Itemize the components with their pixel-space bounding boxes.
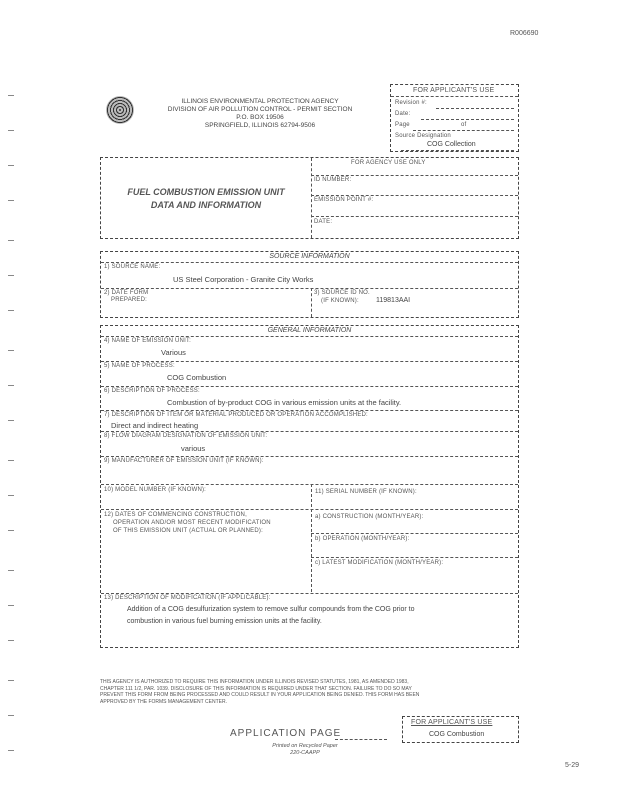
process-description-value[interactable]: Combustion of by-product COG in various emission units at the facility.	[167, 398, 402, 407]
process-description-label: 6) DESCRIPTION OF PROCESS:	[104, 388, 200, 394]
form-number: 220-CAAPP	[290, 750, 320, 756]
of-label: of	[461, 122, 467, 128]
flow-diagram-value[interactable]: various	[181, 444, 206, 453]
form-title-line1: FUEL COMBUSTION EMISSION UNIT	[127, 187, 285, 197]
application-page-label: APPLICATION PAGE	[230, 728, 342, 739]
emission-unit-name-label: 4) NAME OF EMISSION UNIT:	[104, 338, 192, 344]
general-information-section	[100, 325, 519, 648]
model-number-label: 10) MODEL NUMBER (IF KNOWN):	[104, 487, 207, 493]
emission-unit-name-value[interactable]: Various	[161, 348, 186, 357]
manufacturer-label: 9) MANUFACTURER OF EMISSION UNIT (IF KNOWN):	[104, 458, 264, 464]
operation-date-label: b) OPERATION (MONTH/YEAR):	[315, 536, 410, 542]
modification-description-line2[interactable]: combustion in various fuel burning emission units at the facility.	[127, 618, 322, 625]
source-designation-value[interactable]: COG Collection	[427, 141, 476, 148]
legal-notice	[100, 679, 419, 705]
agency-date-label: DATE:	[314, 219, 333, 225]
dates-label-1: 12) DATES OF COMMENCING CONSTRUCTION,	[104, 512, 247, 518]
flow-diagram-label: 8) FLOW DIAGRAM DESIGNATION OF EMISSION UNIT:	[104, 433, 268, 439]
source-id-value[interactable]: 119813AAI	[376, 297, 411, 304]
notice-line2: CHAPTER 111 1/2, PAR. 1039. DISCLOSURE OF THIS INFORMATION IS REQUIRED UNDER THAT SECTION. FAILURE TO DO SO MAY	[100, 685, 412, 692]
date-prepared-label: PREPARED:	[111, 297, 148, 303]
process-name-value[interactable]: COG Combustion	[167, 373, 227, 382]
modification-date-label: c) LATEST MODIFICATION (MONTH/YEAR):	[315, 560, 444, 566]
notice-line4: APPROVED BY THE FORMS MANAGEMENT CENTER.	[100, 698, 227, 705]
agency-po-box: P.O. BOX 19506	[236, 114, 284, 121]
date-label: Date:	[395, 111, 411, 117]
notice-line3: PREVENT THIS FORM FROM BEING PROCESSED AND COULD RESULT IN YOUR APPLICATION BEING DENIED. THIS FORM HAS BEEN	[100, 692, 420, 698]
modification-description-line1[interactable]: Addition of a COG desulfurization system to remove sulfur compounds from the COG prior to	[127, 606, 415, 613]
recycled-paper-note: Printed on Recycled Paper	[272, 743, 338, 749]
emission-point-label: EMISSION POINT #:	[314, 197, 374, 203]
source-name-value[interactable]: US Steel Corporation - Granite City Works	[173, 275, 314, 284]
agency-city: SPRINGFIELD, ILLINOIS 62794-9506	[204, 122, 316, 129]
notice-line1: THIS AGENCY IS AUTHORIZED TO REQUIRE THIS INFORMATION UNDER ILLINOIS REVISED STATUTES, 1981, AS AMENDED 1983,	[100, 679, 409, 685]
item-produced-label: 7) DESCRIPTION OF ITEM OR MATERIAL PRODUCED OR OPERATION ACCOMPLISHED:	[104, 412, 368, 418]
applicant-box-title: FOR APPLICANT'S USE	[413, 87, 495, 94]
agency-seal-icon	[106, 96, 134, 124]
source-information-section	[100, 251, 519, 318]
agency-header	[140, 98, 380, 130]
printed-note	[265, 743, 345, 757]
date-form-label: 2) DATE FORM	[104, 290, 149, 296]
applicant-use-box	[390, 84, 519, 152]
source-designation-label: Source Designation	[395, 133, 451, 139]
construction-date-label: a) CONSTRUCTION (MONTH/YEAR):	[315, 514, 424, 520]
dates-label-3: OF THIS EMISSION UNIT (ACTUAL OR PLANNED):	[113, 528, 263, 534]
agency-use-title: FOR AGENCY USE ONLY	[351, 160, 426, 166]
page-number: 5-29	[565, 762, 580, 769]
document-id: R006690	[510, 30, 539, 37]
revision-label: Revision #:	[395, 100, 427, 106]
page-label: Page	[395, 122, 410, 128]
modification-description-label: 13) DESCRIPTION OF MODIFICATION (IF APPLICABLE):	[104, 595, 271, 601]
source-information-title: SOURCE INFORMATION	[269, 253, 350, 260]
source-id-label: 3) SOURCE ID NO.	[314, 290, 370, 296]
process-name-label: 5) NAME OF PROCESS:	[104, 363, 175, 369]
dates-label-2: OPERATION AND/OR MOST RECENT MODIFICATION	[113, 520, 271, 526]
agency-name: ILLINOIS ENVIRONMENTAL PROTECTION AGENCY	[181, 98, 339, 105]
general-information-title: GENERAL INFORMATION	[267, 327, 352, 334]
form-title	[101, 186, 311, 212]
footer-applicant-value[interactable]: COG Combustion	[429, 731, 485, 738]
serial-number-label: 11) SERIAL NUMBER (IF KNOWN):	[315, 489, 417, 495]
agency-division: DIVISION OF AIR POLLUTION CONTROL - PERMIT SECTION	[167, 106, 353, 113]
id-number-label: ID NUMBER:	[314, 177, 352, 183]
item-produced-value[interactable]: Direct and indirect heating	[111, 421, 199, 430]
form-title-line2: DATA AND INFORMATION	[150, 200, 262, 210]
footer-applicant-title: FOR APPLICANT'S USE	[411, 719, 493, 726]
footer-applicant-box	[402, 716, 519, 743]
form-title-box	[100, 157, 519, 239]
source-id-if-known-label: (IF KNOWN):	[321, 298, 359, 304]
source-name-label: 1) SOURCE NAME:	[104, 264, 161, 270]
